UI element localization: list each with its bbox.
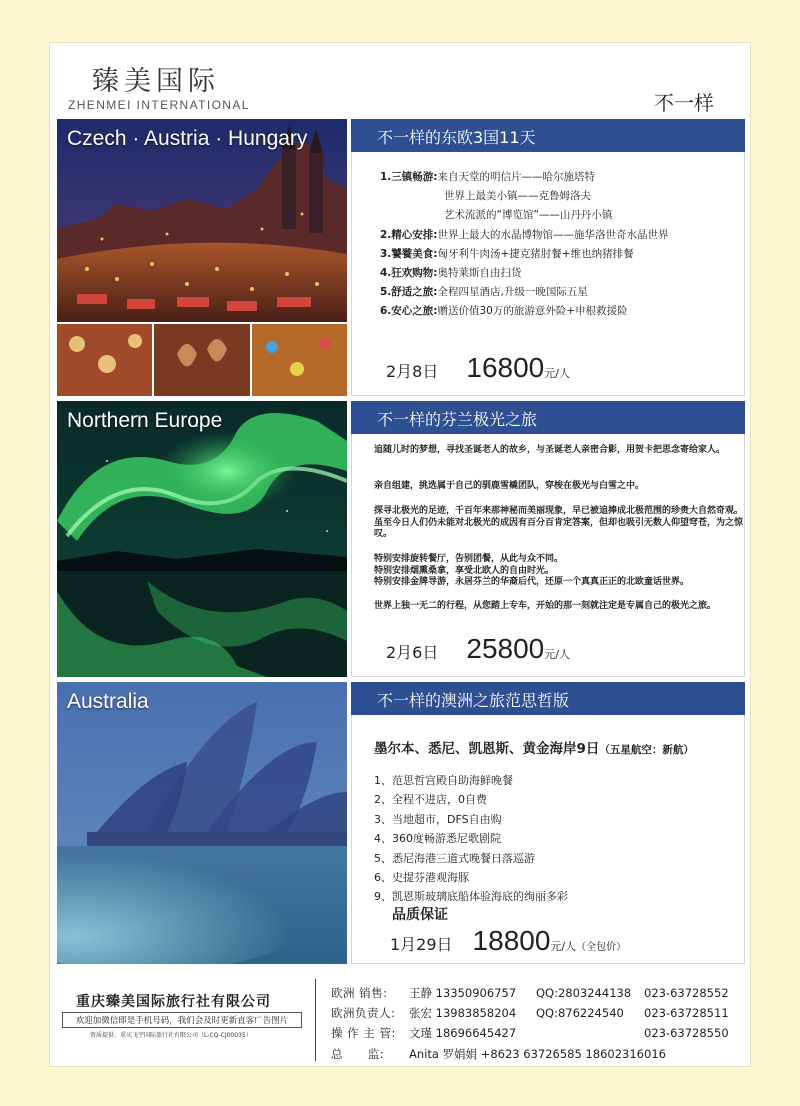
quality-guarantee: 品质保证 xyxy=(392,907,448,923)
contact-name: 文瑾 18696645427 xyxy=(409,1026,517,1041)
tour-title-east-europe: 不一样的东欧3国11天 xyxy=(351,119,745,152)
contact-tel: 023-63728550 xyxy=(644,1026,729,1041)
description-paragraph: 探寻北极光的足迹，千百年来那神秘而美丽现象，早已被追捧成北极范围的珍贵大自然奇观。虽至今日人们仍未能对北极光的成因有百分百肯定答案，但却也吸引无数人仰望穹苍，为之惊叹。 xyxy=(374,506,744,540)
price-value: 18800 xyxy=(472,925,551,956)
license-note: 资质提供：重庆飞宇国际旅行社有限公司（L-CQ-CJ00035） xyxy=(90,1032,252,1039)
wechat-note: 欢迎加微信即是手机号码，我们会及时更新直客广告图片 xyxy=(62,1012,302,1028)
itinerary-item: 4、360度畅游悉尼歌剧院 xyxy=(374,832,501,846)
tour-panel-east-europe xyxy=(351,119,745,396)
company-name: 重庆臻美国际旅行社有限公司 xyxy=(76,994,271,1010)
description-paragraph: 特别安排旋转餐厅，告别团餐，从此与众不同。 特别安排烟熏桑拿，享受北欧人的自由时光。 特别安排金牌导游，永居芬兰的华裔后代，还原一个真真正正的北欧童话世界。 xyxy=(374,554,690,588)
contact-qq: QQ:2803244138 xyxy=(536,986,632,1000)
contact-name: 张宏 13983858204 xyxy=(409,1006,517,1021)
price-line-east-europe xyxy=(386,352,570,384)
tour-title-australia: 不一样的澳洲之旅范思哲版 xyxy=(351,682,745,715)
price-line-australia xyxy=(390,925,626,957)
itinerary-item: 5、悉尼海港三道式晚餐日落巡游 xyxy=(374,851,535,865)
route-note: （五星航空：新航） xyxy=(599,744,694,756)
slogan: 不一样 xyxy=(654,91,714,115)
price-unit: 元/人 xyxy=(544,648,570,661)
photo-title-australia: Australia xyxy=(67,690,149,713)
price-note: （全包价） xyxy=(576,942,627,953)
contact-tel: 023-63728552 xyxy=(644,986,729,1000)
itinerary-item: 2、全程不进店，0自费 xyxy=(374,793,487,807)
contact-name: 王静 13350906757 xyxy=(409,986,517,1000)
contact-role: 操 作 主 管: xyxy=(331,1026,396,1041)
footer-divider xyxy=(315,979,316,1061)
tour-title-finland: 不一样的芬兰极光之旅 xyxy=(351,401,745,434)
logo-english: ZHENMEI INTERNATIONAL xyxy=(68,98,250,112)
tour-panel-australia xyxy=(351,682,745,964)
itinerary-item: 5.舒适之旅:全程四星酒店,升级一晚国际五星 xyxy=(380,286,588,299)
price-line-finland xyxy=(386,633,570,665)
departure-date: 1月29日 xyxy=(390,935,453,954)
itinerary-item: 4.狂欢购物:奥特莱斯自由扫货 xyxy=(380,267,522,280)
route-heading xyxy=(374,737,694,757)
price-unit: 元/人 xyxy=(544,367,570,380)
photo-title-northern-europe: Northern Europe xyxy=(67,409,223,432)
itinerary-item: 1、范思哲宫殿自助海鲜晚餐 xyxy=(374,774,513,787)
header xyxy=(50,43,751,119)
aurora-illustration xyxy=(57,401,347,677)
contact-name: Anita 罗娟娟 +8623 63726585 18602316016 xyxy=(409,1046,666,1061)
itinerary-item: 艺术流派的“博览馆”——山丹丹小镇 xyxy=(444,209,613,222)
description-paragraph: 世界上独一无二的行程，从您踏上专车，开始的那一刻就注定是专属自己的极光之旅。 xyxy=(374,601,717,611)
price-value: 25800 xyxy=(466,633,545,664)
itinerary-item: 2.精心安排:世界上最大的水晶博物馆——施华洛世奇水晶世界 xyxy=(380,228,669,241)
departure-date: 2月6日 xyxy=(386,643,439,662)
itinerary-list-australia xyxy=(374,771,568,907)
photo-title-czech: Czech · Austria · Hungary xyxy=(67,127,308,150)
photo-aurora xyxy=(57,401,347,677)
tour-section-east-europe xyxy=(57,119,745,396)
itinerary-item: 6.安心之旅:赠送价值30万的旅游意外险+申根救援险 xyxy=(380,305,628,318)
tour-panel-finland xyxy=(351,401,745,677)
footer xyxy=(50,971,751,1067)
opera-house-illustration xyxy=(57,682,347,964)
photo-prague xyxy=(57,119,347,396)
price-unit: 元/人 xyxy=(550,940,577,953)
prague-night-illustration xyxy=(57,119,347,396)
tour-section-finland xyxy=(57,401,745,677)
description-paragraph: 亲自组建，挑选属于自己的驯鹿雪橇团队，穿梭在极光与白雪之中。 xyxy=(374,481,645,491)
itinerary-item: 1.三镇畅游:来自天堂的明信片——哈尔施塔特 xyxy=(380,171,595,183)
contact-role: 欧洲负责人: xyxy=(331,1006,396,1021)
contact-tel: 023-63728511 xyxy=(644,1006,729,1021)
price-value: 16800 xyxy=(466,352,545,383)
itinerary-item: 3、当地超市，DFS自由购 xyxy=(374,812,502,826)
itinerary-list-east-europe xyxy=(380,168,669,322)
departure-date: 2月8日 xyxy=(386,362,439,381)
flyer-page xyxy=(49,42,751,1067)
contact-qq: QQ:876224540 xyxy=(536,1006,624,1021)
itinerary-item: 3.饕餮美食:匈牙利牛肉汤+捷克猪肘餐+维也纳猪排餐 xyxy=(380,247,634,260)
itinerary-item: 6、史提芬港观海豚 xyxy=(374,871,469,885)
description-paragraph: 追随儿时的梦想，寻找圣诞老人的故乡，与圣诞老人亲密合影，用贺卡把思念寄给家人。 xyxy=(374,445,726,455)
itinerary-item: 世界上最美小镇——克鲁姆洛夫 xyxy=(444,190,591,203)
itinerary-item: 9、凯恩斯玻璃底船体验海底的绚丽多彩 xyxy=(374,890,568,904)
route-text: 墨尔本、悉尼、凯恩斯、黄金海岸9日 xyxy=(374,741,600,757)
contact-role: 欧洲 销售: xyxy=(331,986,388,1000)
contact-role: 总 监: xyxy=(331,1046,385,1061)
photo-opera-house xyxy=(57,682,347,964)
logo-chinese: 臻美国际 xyxy=(92,66,220,97)
tour-section-australia xyxy=(57,682,745,964)
